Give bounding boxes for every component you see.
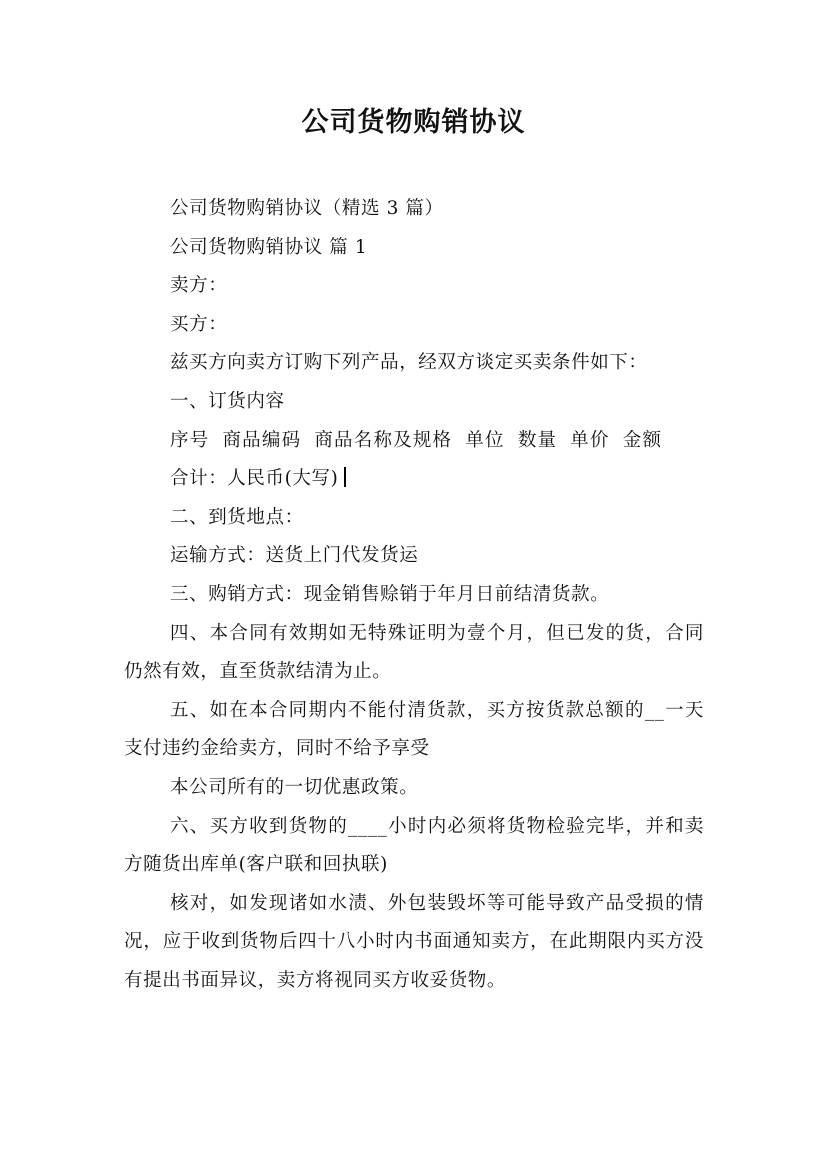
text-cursor	[344, 467, 346, 487]
section-heading: 公司货物购销协议 篇 1	[170, 236, 368, 258]
clause-6-continued: 核对，如发现诸如水渍、外包装毁坏等可能导致产品受损的情况，应于收到货物后四十八小时内书面通知卖方，在此期限内买方没有提出书面异议，卖方将视同买方收妥货物。	[124, 892, 704, 991]
clause-1-heading: 一、订货内容	[170, 390, 285, 412]
intro-paragraph: 兹买方向卖方订购下列产品，经双方谈定买卖条件如下：	[170, 352, 648, 374]
order-table-header: 序号 商品编码 商品名称及规格 单位 数量 单价 金额	[170, 429, 663, 451]
clause-2-heading: 二、到货地点：	[170, 506, 304, 528]
seller-line: 卖方：	[170, 275, 228, 297]
total-line	[124, 460, 704, 499]
buyer-line: 买方：	[170, 313, 228, 335]
clause-3: 三、购销方式：现金销售赊销于年月日前结清货款。	[170, 583, 610, 605]
total-label: 合计：人民币(大写)	[170, 468, 339, 490]
clause-6: 六、买方收到货物的____小时内必须将货物检验完毕，并和卖方随货出库单(客户联和回执联)	[124, 815, 704, 876]
subtitle-line: 公司货物购销协议（精选 3 篇）	[170, 198, 444, 219]
clause-5: 五、如在本合同期内不能付清货款，买方按货款总额的__一天支付违约金给卖方，同时不给予享受	[124, 699, 704, 760]
clause-4: 四、本合同有效期如无特殊证明为壹个月，但已发的货，合同仍然有效，直至货款结清为止。	[124, 622, 704, 683]
document-body	[124, 190, 704, 1000]
transport-line: 运输方式：送货上门代发货运	[170, 545, 419, 567]
document-title: 公司货物购销协议	[301, 107, 526, 138]
clause-5-continued: 本公司所有的一切优惠政策。	[170, 776, 419, 798]
